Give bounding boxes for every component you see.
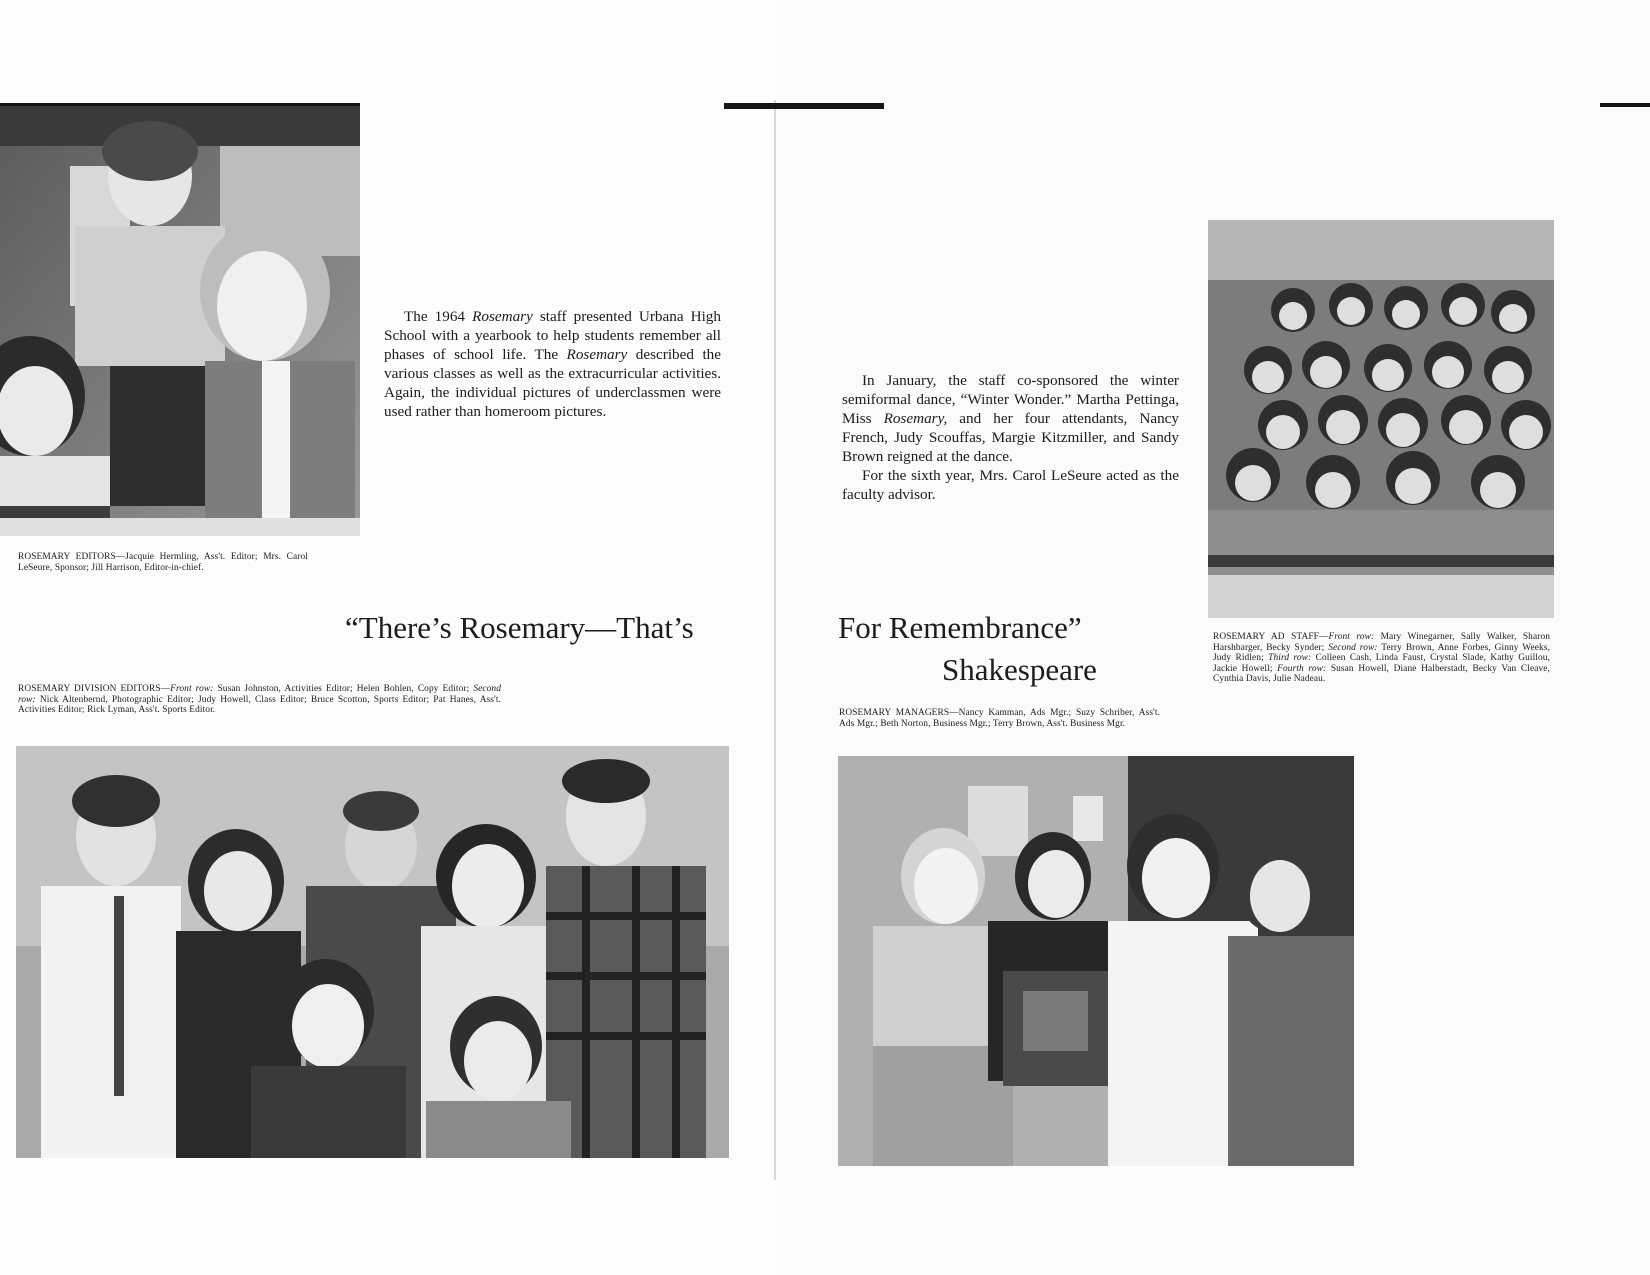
advisor-paragraph: For the sixth year, Mrs. Carol LeSeure acted as the faculty advisor. (842, 467, 1179, 503)
scan-edge-right (1600, 103, 1650, 107)
dance-paragraph: In January, the staff co-sponsored the winter semiformal dance, “Winter Wonder.” Martha Pettinga, Miss Rosemary, and her four attendants, Nancy French, Judy Scouffas, Margie Kitzmiller, and Sandy Brown reigned at the dance. For the sixth year, Mrs. Carol LeSeure acted as the faculty advisor. (842, 372, 1180, 503)
headline-right-line1: For Remembrance” (838, 610, 1082, 645)
headline-left: “There’s Rosemary—That’s (345, 610, 694, 645)
intro-paragraph: The 1964 Rosemary staff presented Urbana High School with a yearbook to help students remember all phases of school life. The Rosemary described the various classes as well as the extracurricular activities. Again, the individual pictures of underclassmen were used rather than homeroom pictures. (384, 308, 721, 420)
division-editors-photo (16, 746, 729, 1158)
ad-staff-photo (1208, 220, 1554, 618)
division-editors-caption: ROSEMARY DIVISION EDITORS—Front row: Susan Johnston, Activities Editor; Helen Bohlen, Copy Editor; Second row: Nick Altenbernd, Photographic Editor; Judy Howell, Class Editor; Bruce Scotton, Sports Editor; Pat Hanes, Ass't. Activities Editor; Rick Lyman, Ass't. Sports Editor. (18, 684, 502, 716)
editors-photo (0, 106, 360, 536)
page-gutter (774, 100, 776, 1180)
managers-photo (838, 756, 1354, 1166)
ad-staff-caption: ROSEMARY AD STAFF—Front row: Mary Winegarner, Sally Walker, Sharon Harshbarger, Becky Synder; Second row: Terry Brown, Anne Forbes, Ginny Weeks, Judy Ridlen; Third row: Colleen Cash, Linda Faust, Crystal Slade, Kathy Guillou, Jackie Howell; Fourth row: Susan Howell, Diane Halberstadt, Becky Van Cleave, Cynthia Davis, Julie Nadeau. (1213, 632, 1551, 685)
scan-edge-middle (724, 103, 884, 109)
editors-caption: ROSEMARY EDITORS—Jacquie Hermling, Ass't. Editor; Mrs. Carol LeSeure, Sponsor; Jill Harrison, Editor-in-chief. (18, 552, 308, 573)
headline-right-line2: Shakespeare (942, 652, 1097, 687)
managers-caption: ROSEMARY MANAGERS—Nancy Kamman, Ads Mgr.; Suzy Schriber, Ass't. Ads Mgr.; Beth Norton, Business Mgr.; Terry Brown, Ass't. Business Mgr. (839, 708, 1160, 729)
